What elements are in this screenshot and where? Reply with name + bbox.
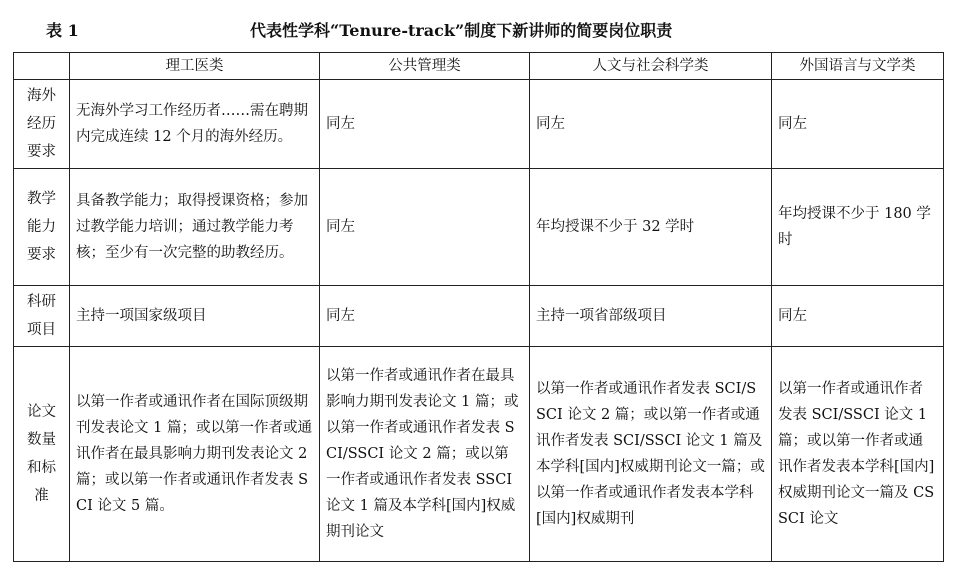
table-caption <box>0 0 964 52</box>
table-cell: 同左 <box>320 286 530 347</box>
table-cell <box>530 347 772 562</box>
table-cell: 具备教学能力；取得授课资格；参加过教学能力培训；通过教学能力考核；至少有一次完整的助教经历。 <box>70 169 320 286</box>
header-row <box>14 53 944 80</box>
table-cell: 同左 <box>772 286 944 347</box>
cell-text: 以第一作者或通讯作者发表 SCI/SSCI 论文 2 篇；或以第一作者或通讯作者发表 SCI/SSCI 论文 1 篇及本学科[国内]权威期刊论文一篇；或以第一作者或通讯作者发表本学科[国内]权威期刊 <box>536 381 765 527</box>
table-number: 表 1 <box>46 21 79 40</box>
cell-text: 以第一作者或通讯作者在最具影响力期刊发表论文 1 篇；或以第一作者或通讯作者发表 SCI/SSCI 论文 2 篇；或以第一作者或通讯作者发表 SSCI 论文 1 篇及本学科[国内]权威期刊论文 <box>326 368 519 540</box>
table-cell: 主持一项省部级项目 <box>530 286 772 347</box>
table-cell: 主持一项国家级项目 <box>70 286 320 347</box>
table-row <box>14 80 944 169</box>
table-cell: 同左 <box>320 169 530 286</box>
table-cell <box>772 347 944 562</box>
column-header-science: 理工医类 <box>70 53 320 80</box>
table-cell: 年均授课不少于 32 学时 <box>530 169 772 286</box>
row-header: 科研项目 <box>14 286 70 347</box>
table-title: 代表性学科“Tenure-track”制度下新讲师的简要岗位职责 <box>250 21 673 40</box>
table-cell <box>70 347 320 562</box>
row-header: 海外经历要求 <box>14 80 70 169</box>
cell-text: 以第一作者或通讯作者在国际顶级期刊发表论文 1 篇；或以第一作者或通讯作者在最具影响力期刊发表论文 2 篇；或以第一作者或通讯作者发表 SCI 论文 5 篇。 <box>76 394 312 514</box>
row-header: 教学能力要求 <box>14 169 70 286</box>
table-cell <box>320 347 530 562</box>
table-row <box>14 286 944 347</box>
duty-table <box>13 52 944 562</box>
column-header-humanities: 人文与社会科学类 <box>530 53 772 80</box>
column-header-public-admin: 公共管理类 <box>320 53 530 80</box>
table-cell: 无海外学习工作经历者……需在聘期内完成连续 12 个月的海外经历。 <box>70 80 320 169</box>
row-header: 论文数量和标准 <box>14 347 70 562</box>
table-cell: 同左 <box>530 80 772 169</box>
table-row <box>14 347 944 562</box>
column-header-foreign-lang: 外国语言与文学类 <box>772 53 944 80</box>
table-cell: 同左 <box>772 80 944 169</box>
cell-text: 以第一作者或通讯作者发表 SCI/SSCI 论文 1 篇；或以第一作者或通讯作者发表本学科[国内]权威期刊论文一篇及 CSSCI 论文 <box>778 381 935 527</box>
column-header-blank <box>14 53 70 80</box>
table-row <box>14 169 944 286</box>
table-cell: 同左 <box>320 80 530 169</box>
table-cell: 年均授课不少于 180 学时 <box>772 169 944 286</box>
